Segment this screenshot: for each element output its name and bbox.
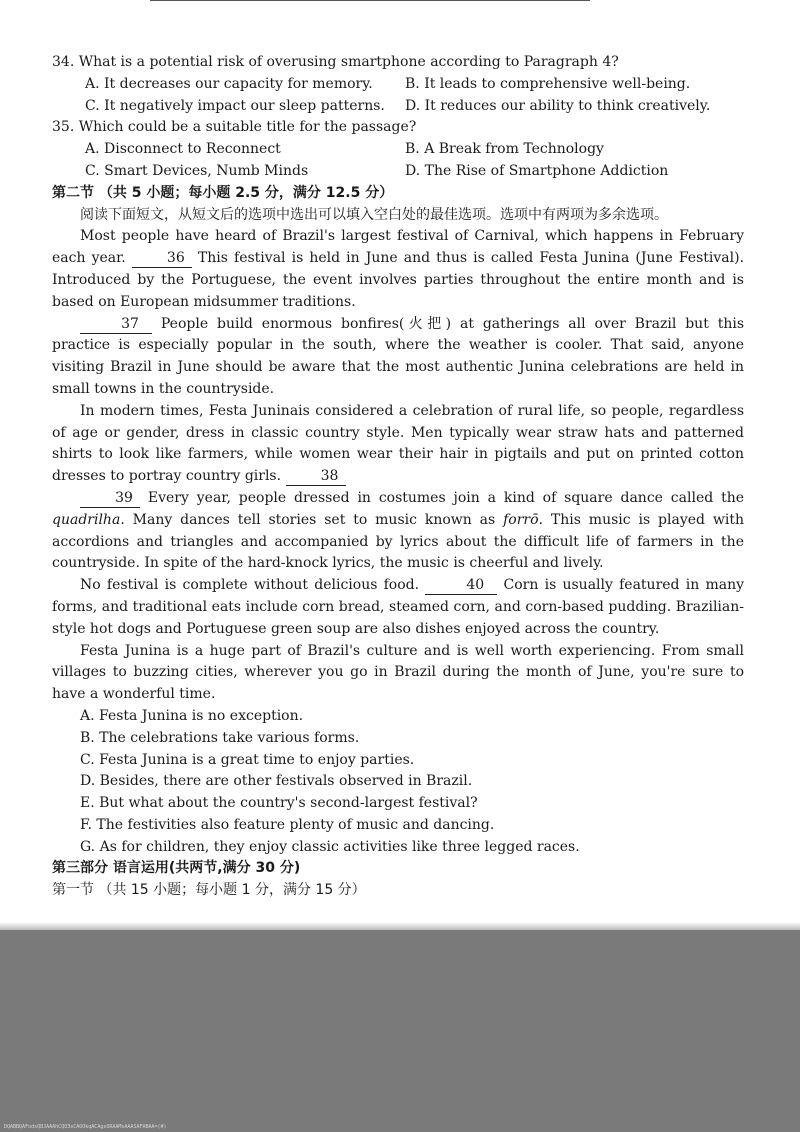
top-border-line (150, 0, 590, 1)
passage-p4-middle: . Many dances tell stories set to music known as (120, 511, 496, 528)
passage-paragraph-1 (52, 226, 744, 313)
question-34-options-row-1 (52, 74, 744, 96)
choice-e: E. But what about the country's second-largest festival? (80, 795, 478, 812)
question-34: 34. What is a potential risk of overusing smartphone according to Paragraph 4? (52, 54, 619, 70)
q35-option-c: C. Smart Devices, Numb Minds (85, 162, 309, 179)
term-forro: forrō (503, 511, 539, 528)
choice-b: B. The celebrations take various forms. (80, 729, 360, 746)
q35-option-b: B. A Break from Technology (405, 141, 604, 158)
passage-paragraph-6: Festa Junina is a huge part of Brazil's culture and is well worth experiencing. From small villages to buzzing cities, wherever you go in Brazil during the month of June, you're sure to have a wonderful time. (52, 642, 744, 703)
q34-option-b: B. It leads to comprehensive well-being. (405, 75, 691, 92)
passage-paragraph-5 (52, 575, 744, 640)
passage-p2-text: People build enormous bonfires(火把) at gatherings all over Brazil but this practice is especially popular in the south, where the weather is cooler. That said, anyone visiting Brazil in June should be aware that the most authentic Junina celebrations are held in small towns in the countryside. (52, 315, 745, 397)
passage-p1-end: This festival is held in June and thus is called Festa Junina (June Festival). Introduced by the Portuguese, the event involves parties throughout the entire month and is based on European midsummer traditions. (52, 250, 745, 310)
question-35-options-row-2 (52, 161, 744, 183)
blank-40: 40 (425, 576, 497, 595)
passage-p1-start: Most people have heard of Brazil's largest festival of Carnival, which happens in February each year. (52, 228, 744, 267)
passage-p5-end: Corn is usually featured in many forms, and traditional eats include corn bread, steamed corn, and corn-based pudding. Brazilian-style hot dogs and Portuguese green soup are also dishes enjoyed across the country. (52, 577, 744, 637)
answer-choices-list (52, 706, 744, 859)
q34-option-a: A. It decreases our capacity for memory. (85, 75, 373, 92)
passage-p5-start: No festival is complete without delicious food. (80, 577, 420, 594)
blank-39: 39 (80, 489, 140, 508)
blank-37: 37 (80, 315, 152, 334)
choice-g: G. As for children, they enjoy classic activities like three legged races. (80, 838, 580, 855)
footer-code: DQABBQAFodsQBJAAAhCQO3sCAOOkqACAgsORAAMsAAASAFABAA=(#) (4, 1124, 167, 1130)
scanned-gray-area (0, 930, 800, 1132)
choice-c: C. Festa Junina is a great time to enjoy parties. (80, 751, 415, 768)
q34-option-c: C. It negatively impact our sleep patterns. (85, 97, 385, 114)
passage-p3-text: In modern times, Festa Juninais considered a celebration of rural life, so people, regardless of age or gender, dress in classic country style. Men typically wear straw hats and patterned shirts to look like farmers, while women wear their hair in pigtails and put on printed cotton dresses to portray country girls. (52, 402, 744, 485)
q35-option-a: A. Disconnect to Reconnect (85, 141, 281, 158)
q35-option-d: D. The Rise of Smartphone Addiction (405, 162, 669, 179)
passage-p4-end: . This music is played with accordions and triangles and accompanied by lyrics about the difficult life of farmers in the countryside. In spite of the hard-knock lyrics, the music is cheerful and lively. (52, 511, 744, 572)
question-34-options-row-2 (52, 96, 744, 118)
section-2-instruction: 阅读下面短文，从短文后的选项中选出可以填入空白处的最佳选项。选项中有两项为多余选项。 (80, 206, 668, 223)
choice-f: F. The festivities also feature plenty of music and dancing. (80, 816, 495, 833)
passage-paragraph-2 (52, 314, 744, 401)
term-quadrilha: quadrilha (52, 511, 121, 528)
section-2-header: 第二节 （共 5 小题；每小题 2.5 分，满分 12.5 分） (52, 184, 394, 201)
blank-38: 38 (286, 467, 346, 486)
part-3-section-1-header: 第一节 （共 15 小题；每小题 1 分，满分 15 分） (52, 882, 366, 899)
choice-a: A. Festa Junina is no exception. (80, 707, 304, 724)
part-3-header: 第三部分 语言运用(共两节,满分 30 分) (52, 860, 301, 877)
passage-paragraph-3 (52, 401, 744, 488)
passage-p4-start: Every year, people dressed in costumes join a kind of square dance called the (147, 489, 744, 506)
blank-36: 36 (132, 249, 192, 268)
choice-d: D. Besides, there are other festivals observed in Brazil. (80, 773, 473, 790)
question-35-options-row-1 (52, 139, 744, 161)
question-35: 35. Which could be a suitable title for the passage? (52, 119, 417, 136)
q34-option-d: D. It reduces our ability to think creatively. (405, 97, 711, 114)
exam-page (52, 52, 744, 902)
passage-paragraph-4 (52, 488, 744, 575)
